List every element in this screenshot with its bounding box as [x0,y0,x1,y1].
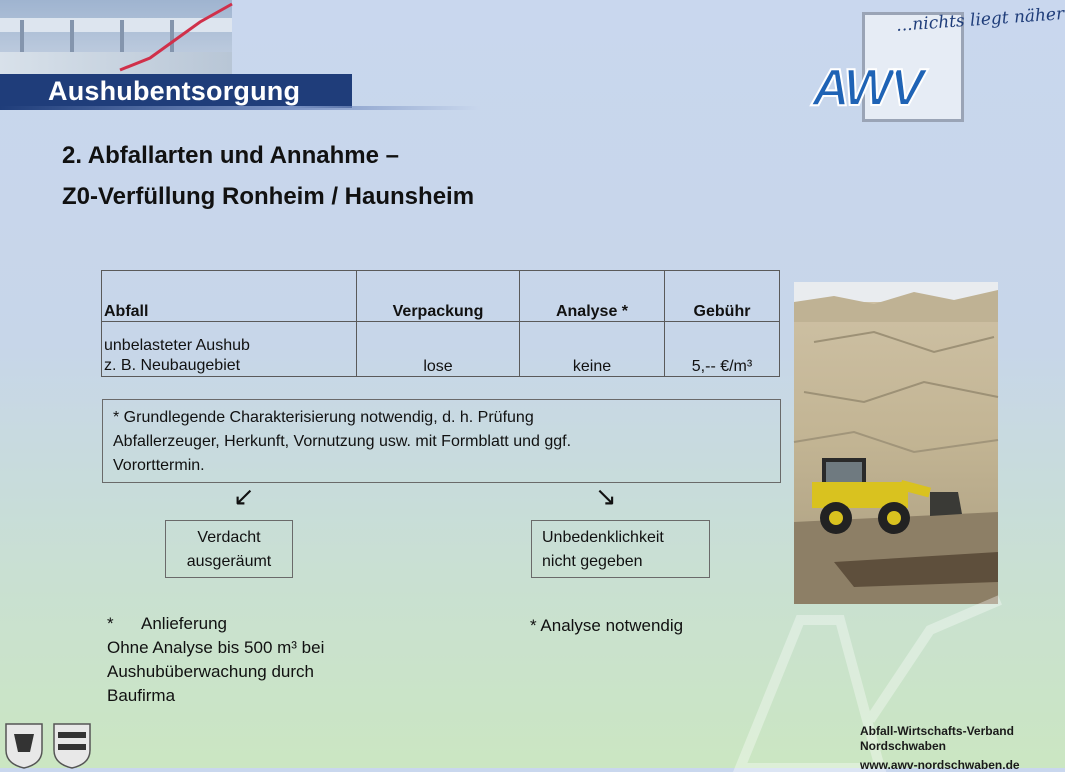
note-box [102,399,781,483]
table-row [102,322,780,377]
waste-table [101,270,780,377]
cleared-line-1: Verdacht [197,529,261,546]
note-line-3: Vororttermin. [113,457,205,474]
logo-tagline: ...nichts liegt näher [895,4,1065,36]
slide-title: Aushubentsorgung [48,76,301,106]
footer-org-line-2: Nordschwaben [860,739,947,753]
delivery-title: Anlieferung [141,614,228,633]
footer-url: www.awv-nordschwaben.de [860,758,1020,772]
table-header-row [102,271,780,322]
arrow-down-left-icon: ↙ [233,482,255,512]
table-cell-packaging: lose [357,322,520,377]
heading-line-1: 2. Abfallarten und Annahme – [62,142,399,169]
site-photo-wheel-loader [794,282,998,604]
table-header-abfall: Abfall [102,271,357,322]
crest-county-icon [52,722,92,768]
table-header-verpackung: Verpackung [357,271,520,322]
concern-line-1: Unbedenklichkeit [542,529,664,546]
footer-org-line-1: Abfall-Wirtschafts-Verband [860,724,1014,738]
logo-word: AWV [812,59,922,117]
header-photo [0,0,232,80]
table-cell-waste [102,322,357,377]
table-cell-analysis: keine [520,322,665,377]
table-cell-fee: 5,-- €/m³ [665,322,780,377]
table-header-analyse: Analyse * [520,271,665,322]
analysis-note: * Analyse notwendig [530,616,684,635]
delivery-line-3: Baufirma [107,686,176,705]
waste-line-2: z. B. Neubaugebiet [104,357,241,374]
box-not-harmless [531,520,710,578]
note-line-2: Abfallerzeuger, Herkunft, Vornutzung usw. mit Formblatt und ggf. [113,433,572,450]
table-header-gebuehr: Gebühr [665,271,780,322]
note-line-1: * Grundlegende Charakterisierung notwendig, d. h. Prüfung [113,409,534,426]
box-suspicion-cleared [165,520,293,578]
waste-line-1: unbelasteter Aushub [104,337,250,354]
delivery-line-2: Aushubüberwachung durch [107,662,314,681]
cleared-line-2: ausgeräumt [186,553,272,570]
crest-swabia-icon [4,722,44,768]
heading-line-2: Z0-Verfüllung Ronheim / Haunsheim [62,183,475,210]
concern-line-2: nicht gegeben [542,553,643,570]
arrow-down-right-icon: ↘ [595,482,617,512]
delivery-line-1: Ohne Analyse bis 500 m³ bei [107,638,325,657]
delivery-note [107,612,324,708]
delivery-star: * [107,614,114,633]
